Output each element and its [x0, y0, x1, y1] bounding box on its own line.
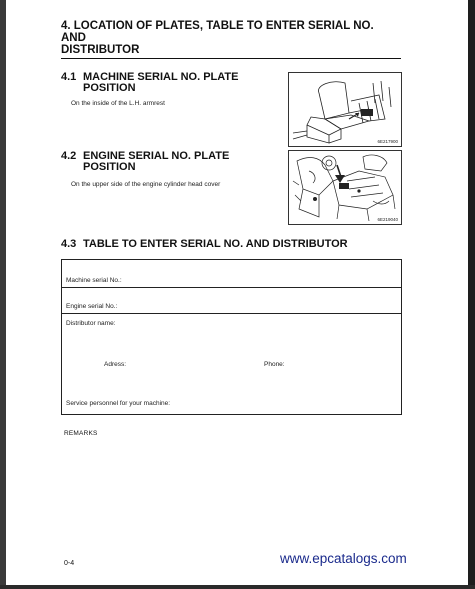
figure-code: 6E219040: [377, 217, 398, 222]
subsection-4-1-heading: [61, 72, 238, 94]
section-title-line1: 4. LOCATION OF PLATES, TABLE TO ENTER SERIAL NO. AND: [61, 20, 374, 44]
machine-serial-label: Machine serial No.:: [66, 277, 122, 284]
engine-drawing: [289, 151, 401, 224]
subsection-4-2-caption: On the upper side of the engine cylinder head cover: [71, 181, 221, 188]
subsection-heading-line2: POSITION: [83, 161, 136, 173]
section-title: [61, 20, 401, 59]
address-label: Adress:: [104, 361, 127, 368]
figure-code: 6E217900: [377, 139, 398, 144]
page-number: 0-4: [64, 560, 75, 567]
operator-seat-drawing: [289, 73, 401, 146]
subsection-heading-line1: ENGINE SERIAL NO. PLATE: [83, 150, 230, 162]
subsection-number: 4.2: [61, 150, 77, 162]
table-divider: [62, 287, 401, 288]
watermark-url[interactable]: www.epcatalogs.com: [280, 551, 407, 566]
subsection-heading-line1: TABLE TO ENTER SERIAL NO. AND DISTRIBUTOR: [83, 238, 348, 250]
subsection-number: 4.1: [61, 71, 77, 83]
distributor-name-label: Distributor name:: [66, 320, 116, 327]
engine-serial-label: Engine serial No.:: [66, 303, 118, 310]
engine-plate-illustration: [288, 150, 402, 225]
remarks-label: REMARKS: [64, 430, 98, 437]
subsection-number: 4.3: [61, 238, 77, 250]
manual-page: [6, 0, 468, 585]
service-personnel-label: Service personnel for your machine:: [66, 400, 171, 407]
subsection-heading-line1: MACHINE SERIAL NO. PLATE: [83, 71, 239, 83]
viewer-bottom-edge: [0, 585, 475, 589]
subsection-4-1-caption: On the inside of the L.H. armrest: [71, 100, 165, 107]
machine-plate-illustration: [288, 72, 402, 147]
section-title-line2: DISTRIBUTOR: [61, 44, 140, 56]
phone-label: Phone:: [264, 361, 285, 368]
viewer-scroll-edge: [468, 0, 475, 589]
serial-distributor-table: [61, 259, 402, 415]
subsection-4-3-heading: [61, 239, 348, 250]
subsection-heading-line2: POSITION: [83, 82, 136, 94]
subsection-4-2-heading: [61, 151, 229, 173]
table-divider: [62, 313, 401, 314]
